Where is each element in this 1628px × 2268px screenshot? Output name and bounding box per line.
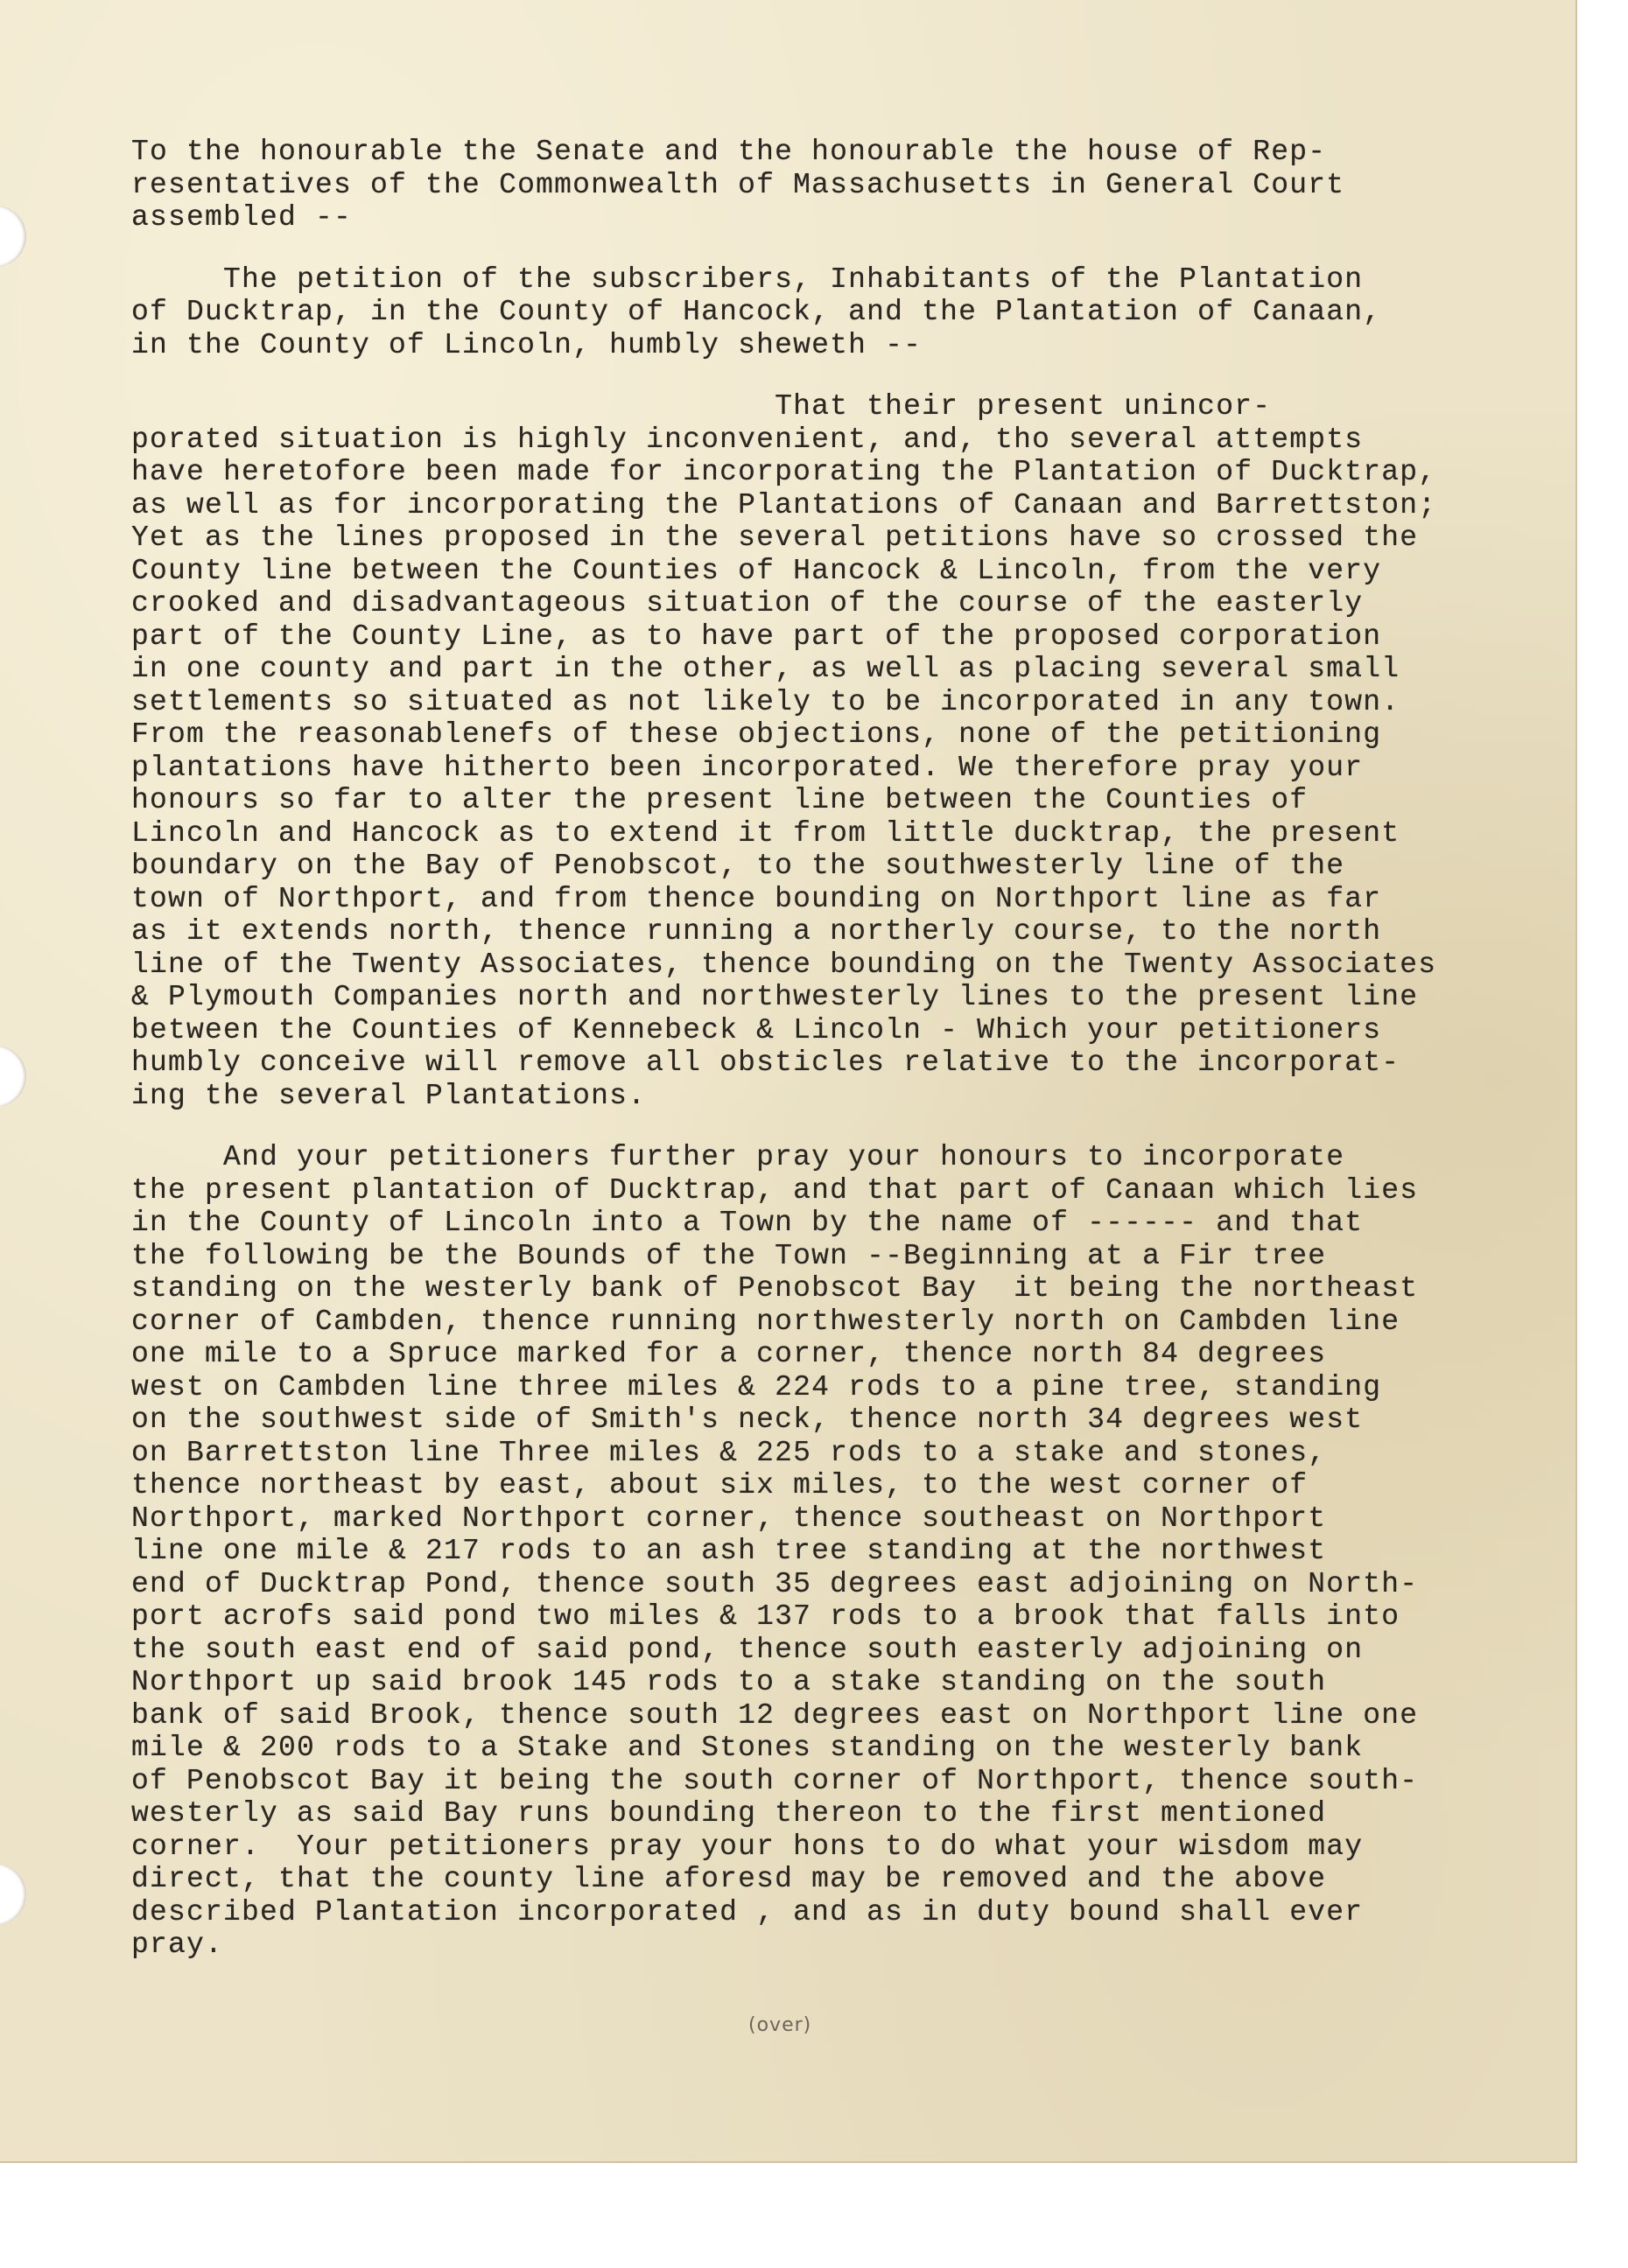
text-line: plantations have hitherto been incorporated. We therefore pray your: [131, 751, 1364, 784]
text-line: To the honourable the Senate and the honourable the house of Rep-: [131, 136, 1327, 168]
text-line: line of the Twenty Associates, thence bounding on the Twenty Associates: [131, 948, 1437, 981]
text-line: Northport up said brook 145 rods to a stake standing on the south: [131, 1666, 1327, 1698]
text-line: of Ducktrap, in the County of Hancock, and the Plantation of Canaan,: [131, 296, 1382, 328]
punch-hole: [0, 206, 26, 267]
text-line: the following be the Bounds of the Town --Beginning at a Fir tree: [131, 1239, 1327, 1272]
text-line: town of Northport, and from thence bounding on Northport line as far: [131, 882, 1382, 915]
text-line: & Plymouth Companies north and northwesterly lines to the present line: [131, 981, 1419, 1013]
text-line: assembled --: [131, 201, 353, 234]
paragraph: [131, 136, 1532, 234]
text-line: west on Cambden line three miles & 224 rods to a pine tree, standing: [131, 1370, 1382, 1404]
punch-hole: [0, 1864, 26, 1925]
paragraph: [131, 263, 1532, 362]
text-line: The petition of the subscribers, Inhabitants of the Plantation: [131, 262, 1364, 296]
text-line: on the southwest side of Smith's neck, thence north 34 degrees west: [131, 1404, 1364, 1436]
text-line: corner of Cambden, thence running northwesterly north on Cambden line: [131, 1305, 1400, 1338]
text-line: the present plantation of Ducktrap, and that part of Canaan which lies: [131, 1173, 1419, 1207]
text-line: humbly conceive will remove all obsticles relative to the incorporat-: [131, 1046, 1400, 1079]
text-line: westerly as said Bay runs bounding thereon to the first mentioned: [131, 1797, 1327, 1830]
text-line: in the County of Lincoln, humbly sheweth --: [131, 328, 923, 361]
text-line: in the County of Lincoln into a Town by the name of ------ and that: [131, 1207, 1364, 1239]
paragraph: [131, 1141, 1532, 1962]
text-line: bank of said Brook, thence south 12 degrees east on Northport line one: [131, 1698, 1419, 1732]
text-line: direct, that the county line aforesd may be removed and the above: [131, 1863, 1327, 1895]
paragraph: [131, 390, 1532, 1112]
paragraph-gap: [131, 234, 1532, 263]
text-line: Lincoln and Hancock as to extend it from little ducktrap, the present: [131, 816, 1400, 850]
text-line: described Plantation incorporated , and as in duty bound shall ever: [131, 1895, 1364, 1928]
text-line: mile & 200 rods to a Stake and Stones standing on the westerly bank: [131, 1732, 1364, 1764]
text-line: as well as for incorporating the Plantations of Canaan and Barrettston;: [131, 488, 1437, 522]
text-line: boundary on the Bay of Penobscot, to the southwesterly line of the: [131, 850, 1345, 882]
text-line: as it extends north, thence running a northerly course, to the north: [131, 915, 1382, 948]
text-line: crooked and disadvantageous situation of the course of the easterly: [131, 587, 1364, 620]
text-line: standing on the westerly bank of Penobscot Bay it being the northeast: [131, 1272, 1419, 1305]
text-line: on Barrettston line Three miles & 225 rods to a stake and stones,: [131, 1436, 1327, 1469]
text-line: in one county and part in the other, as well as placing several small: [131, 653, 1400, 685]
punch-hole: [0, 1046, 26, 1107]
text-line: porated situation is highly inconvenient, and, tho several attempts: [131, 423, 1364, 456]
text-line: port acrofs said pond two miles & 137 rods to a brook that falls into: [131, 1600, 1400, 1633]
handwritten-over-note: (over): [748, 2014, 812, 2036]
text-line: one mile to a Spruce marked for a corner, thence north 84 degrees: [131, 1338, 1327, 1370]
text-line: part of the County Line, as to have part of the proposed corporation: [131, 620, 1382, 653]
text-line: pray.: [131, 1928, 224, 1961]
petition-text: [131, 136, 1532, 1962]
paragraph-gap: [131, 361, 1532, 390]
paragraph-gap: [131, 1112, 1532, 1141]
text-line: have heretofore been made for incorporating the Plantation of Ducktrap,: [131, 456, 1437, 488]
text-line: line one mile & 217 rods to an ash tree standing at the northwest: [131, 1535, 1327, 1567]
text-line: Northport, marked Northport corner, thence southeast on Northport: [131, 1502, 1327, 1535]
text-line: From the reasonablenefs of these objections, none of the petitioning: [131, 718, 1382, 751]
text-line: ing the several Plantations.: [131, 1079, 647, 1112]
text-line: the south east end of said pond, thence south easterly adjoining on: [131, 1633, 1364, 1666]
text-line: That their present unincor-: [131, 390, 1272, 423]
text-line: settlements so situated as not likely to be incorporated in any town.: [131, 685, 1400, 718]
text-line: between the Counties of Kennebeck & Lincoln - Which your petitioners: [131, 1013, 1382, 1046]
text-line: Yet as the lines proposed in the several petitions have so crossed the: [131, 522, 1419, 554]
text-line: resentatives of the Commonwealth of Massachusetts in General Court: [131, 168, 1345, 201]
text-line: end of Ducktrap Pond, thence south 35 degrees east adjoining on North-: [131, 1567, 1419, 1600]
text-line: corner. Your petitioners pray your hons to do what your wisdom may: [131, 1830, 1364, 1863]
text-line: And your petitioners further pray your honours to incorporate: [131, 1141, 1345, 1173]
text-line: honours so far to alter the present line between the Counties of: [131, 784, 1309, 816]
text-line: of Penobscot Bay it being the south corner of Northport, thence south-: [131, 1764, 1419, 1797]
text-line: thence northeast by east, about six miles, to the west corner of: [131, 1469, 1309, 1502]
text-line: County line between the Counties of Hancock & Lincoln, from the very: [131, 554, 1382, 587]
